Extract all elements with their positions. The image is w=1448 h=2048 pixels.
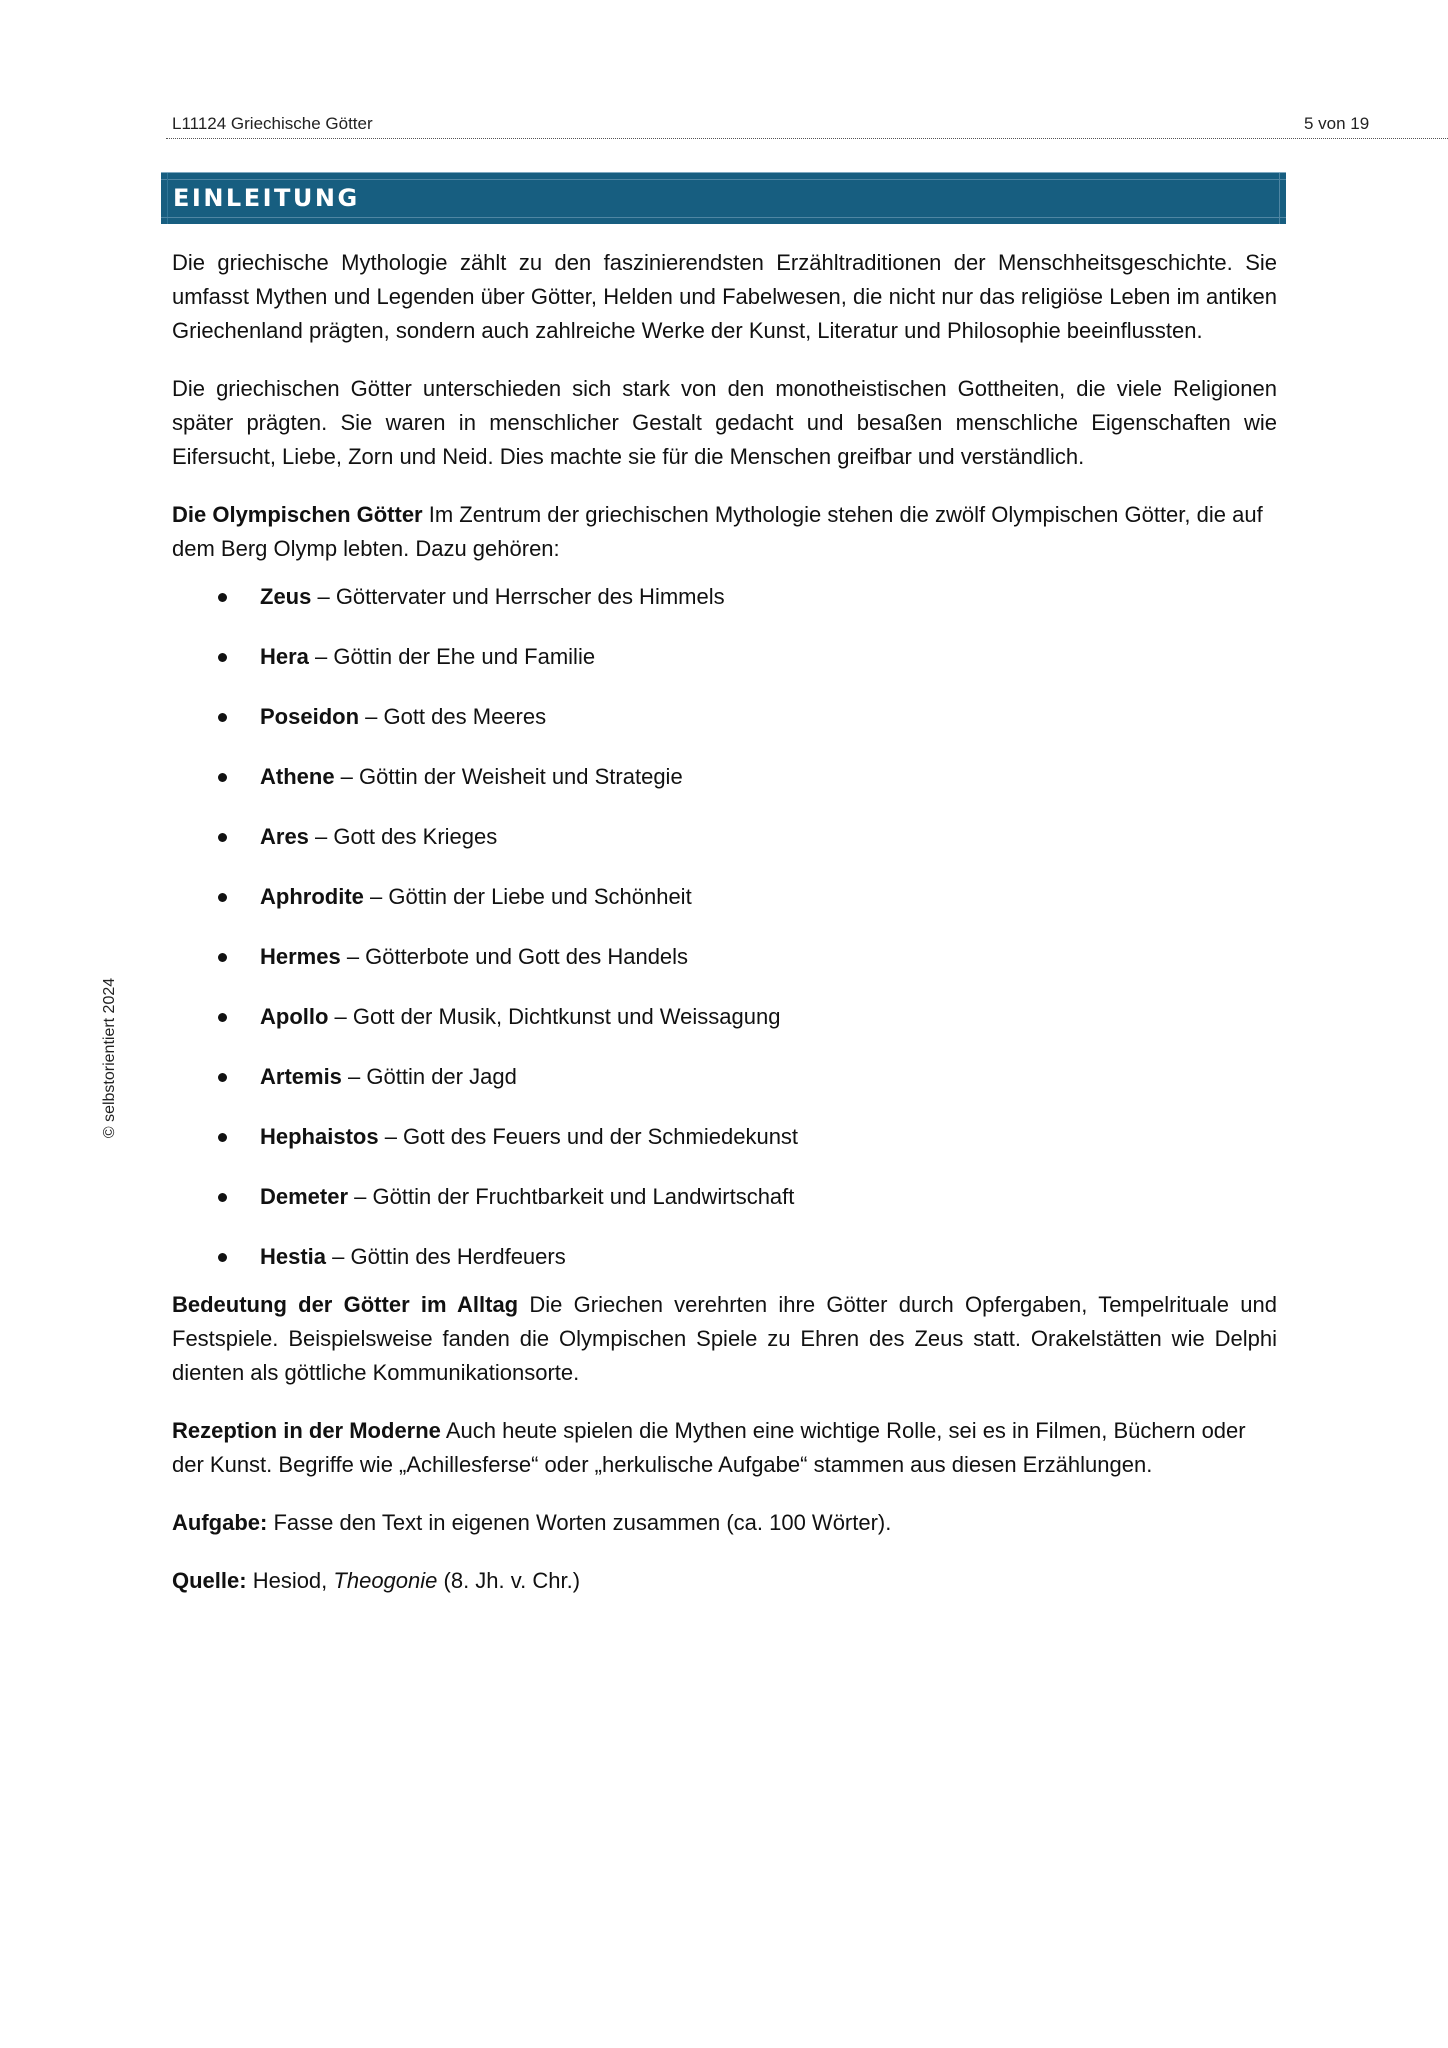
list-item bbox=[172, 880, 1277, 940]
daily-life-paragraph bbox=[172, 1288, 1277, 1390]
list-item bbox=[172, 1240, 1277, 1300]
bullet-icon bbox=[218, 593, 227, 602]
section-heading-bar bbox=[161, 172, 1286, 224]
list-item bbox=[172, 820, 1277, 880]
list-item bbox=[172, 640, 1277, 700]
task-paragraph bbox=[172, 1506, 1277, 1540]
list-item bbox=[172, 1180, 1277, 1240]
bullet-icon bbox=[218, 773, 227, 782]
task-label: Aufgabe: bbox=[172, 1510, 268, 1535]
god-name: Hestia bbox=[260, 1244, 327, 1269]
bullet-icon bbox=[218, 653, 227, 662]
bullet-icon bbox=[218, 713, 227, 722]
copyright-side-note: © selbstorientiert 2024 bbox=[101, 977, 118, 1139]
god-description: – Götterbote und Gott des Handels bbox=[340, 944, 689, 969]
god-name: Poseidon bbox=[260, 704, 360, 729]
section-title: EINLEITUNG bbox=[173, 184, 360, 212]
olympian-paragraph bbox=[172, 498, 1277, 566]
list-item bbox=[172, 1000, 1277, 1060]
god-name: Hephaistos bbox=[260, 1124, 379, 1149]
list-item bbox=[172, 580, 1277, 640]
bullet-icon bbox=[218, 953, 227, 962]
god-description: – Göttin der Liebe und Schönheit bbox=[363, 884, 692, 909]
list-item bbox=[172, 940, 1277, 1000]
bullet-icon bbox=[218, 1193, 227, 1202]
bar-inner-border-right bbox=[1279, 173, 1280, 224]
list-item bbox=[172, 700, 1277, 760]
modern-reception-text: Auch heute spielen die Mythen eine wichtige Rolle, sei es in Filmen, Büchern oder der Kunst. Begriffe wie „Achillesferse“ oder „herkulische Aufgabe“ stammen aus diesen Erzählungen. bbox=[172, 1418, 1246, 1477]
god-name: Hermes bbox=[260, 944, 341, 969]
bullet-icon bbox=[218, 1013, 227, 1022]
bullet-icon bbox=[218, 833, 227, 842]
god-description: – Göttin der Fruchtbarkeit und Landwirtschaft bbox=[348, 1184, 795, 1209]
god-description: – Göttin der Weisheit und Strategie bbox=[334, 764, 683, 789]
god-description: – Göttervater und Herrscher des Himmels bbox=[311, 584, 725, 609]
god-name: Athene bbox=[260, 764, 335, 789]
god-description: – Gott des Meeres bbox=[359, 704, 547, 729]
god-description: – Göttin der Ehe und Familie bbox=[308, 644, 596, 669]
bullet-icon bbox=[218, 1073, 227, 1082]
document-body bbox=[172, 246, 1277, 1598]
modern-reception-heading: Rezeption in der Moderne bbox=[172, 1418, 441, 1443]
god-name: Artemis bbox=[260, 1064, 342, 1089]
intro-paragraph: Die griechische Mythologie zählt zu den faszinierendsten Erzähltraditionen der Menschheitsgeschichte. Sie umfasst Mythen und Legenden über Götter, Helden und Fabelwesen, die nicht nur das religiöse Leben im antiken Griechenland prägten, sondern auch zahlreiche Werke der Kunst, Literatur und Philosophie beeinflussten. bbox=[172, 250, 1277, 343]
source-date: (8. Jh. v. Chr.) bbox=[437, 1568, 581, 1593]
god-name: Hera bbox=[260, 644, 309, 669]
bullet-icon bbox=[218, 893, 227, 902]
gods-list bbox=[172, 580, 1277, 1300]
daily-life-text: Die Griechen verehrten ihre Götter durch Opfergaben, Tempelrituale und Festspiele. Beispielsweise fanden die Olympischen Spiele zu Ehren des Zeus statt. Orakelstätten wie Delphi dienten als göttliche Kommunikationsorte. bbox=[172, 1292, 1277, 1385]
task-text: Fasse den Text in eigenen Worten zusammen (ca. 100 Wörter). bbox=[267, 1510, 892, 1535]
olympian-text: Im Zentrum der griechischen Mythologie stehen die zwölf Olympischen Götter, die auf dem Berg Olymp lebten. Dazu gehören: bbox=[172, 502, 1263, 561]
god-description: – Gott der Musik, Dichtkunst und Weissagung bbox=[328, 1004, 781, 1029]
god-name: Zeus bbox=[260, 584, 312, 609]
list-item bbox=[172, 1120, 1277, 1180]
olympian-heading: Die Olympischen Götter bbox=[172, 502, 423, 527]
list-item bbox=[172, 1060, 1277, 1120]
list-item bbox=[172, 760, 1277, 820]
god-name: Ares bbox=[260, 824, 309, 849]
page-indicator: 5 von 19 bbox=[1304, 114, 1370, 133]
source-label: Quelle: bbox=[172, 1568, 247, 1593]
god-name: Apollo bbox=[260, 1004, 329, 1029]
source-author: Hesiod, bbox=[246, 1568, 334, 1593]
god-description: – Gott des Feuers und der Schmiedekunst bbox=[378, 1124, 799, 1149]
god-name: Aphrodite bbox=[260, 884, 364, 909]
modern-reception-paragraph bbox=[172, 1414, 1277, 1482]
difference-paragraph: Die griechischen Götter unterschieden sich stark von den monotheistischen Gottheiten, die viele Religionen später prägten. Sie waren in menschlicher Gestalt gedacht und besaßen menschliche Eigenschaften wie Eifersucht, Liebe, Zorn und Neid. Dies machte sie für die Menschen greifbar und verständlich. bbox=[172, 376, 1277, 469]
source-paragraph bbox=[172, 1564, 1277, 1598]
god-description: – Gott des Krieges bbox=[308, 824, 498, 849]
source-work: Theogonie bbox=[333, 1568, 438, 1593]
document-title: L11124 Griechische Götter bbox=[172, 114, 373, 133]
god-description: – Göttin der Jagd bbox=[341, 1064, 517, 1089]
bullet-icon bbox=[218, 1133, 227, 1142]
bullet-icon bbox=[218, 1253, 227, 1262]
daily-life-heading: Bedeutung der Götter im Alltag bbox=[172, 1292, 519, 1317]
bar-inner-border-left bbox=[167, 173, 168, 224]
god-name: Demeter bbox=[260, 1184, 349, 1209]
page-header bbox=[166, 112, 1448, 139]
god-description: – Göttin des Herdfeuers bbox=[326, 1244, 566, 1269]
